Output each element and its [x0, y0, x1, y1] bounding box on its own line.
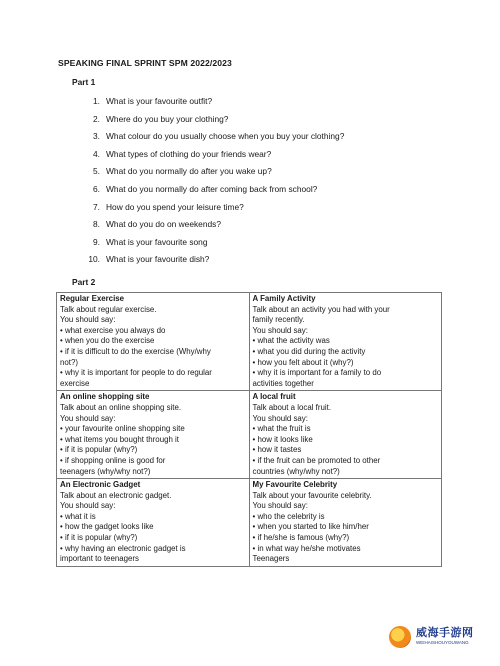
topic-card-title: A local fruit [252, 392, 296, 402]
topic-card-title: An online shopping site [60, 392, 150, 402]
topic-card-line: You should say: [252, 325, 308, 335]
question-item [84, 149, 344, 167]
topic-card-line: • when you started to like him/her [252, 522, 369, 532]
topic-card [57, 479, 250, 567]
topic-card [249, 479, 442, 567]
topic-card-line: Talk about an online shopping site. [60, 402, 182, 412]
topic-card-title: Regular Exercise [60, 294, 125, 303]
question-item [84, 96, 344, 114]
topic-card-line: • who the celebrity is [252, 511, 325, 521]
question-item [84, 166, 344, 184]
question-number: 2. [93, 113, 100, 124]
question-text: What colour do you usually choose when you buy your clothing? [106, 131, 345, 142]
topic-card [57, 293, 250, 391]
table-row [57, 391, 442, 479]
question-text: Where do you buy your clothing? [106, 113, 229, 124]
topic-card-line: • in what way he/she motivates [252, 543, 361, 553]
watermark-logo-icon [388, 625, 412, 649]
topic-card-line: • what you did during the activity [252, 346, 366, 356]
watermark-subtext: WEIHAISHOUYOUWANG [416, 640, 469, 646]
topic-card-line: • how you felt about it (why?) [252, 357, 354, 367]
topic-card-line: • how it tastes [252, 445, 302, 455]
part2-topic-table [56, 292, 442, 567]
topic-card-line: You should say: [252, 501, 308, 511]
question-number: 5. [93, 166, 100, 177]
topic-card-line: You should say: [60, 315, 116, 325]
topic-card-line: • why it is important for a family to do [252, 368, 382, 378]
topic-card-line: • what items you bought through it [60, 434, 179, 444]
table-row [57, 293, 442, 391]
topic-card-line: family recently. [252, 315, 305, 325]
topic-card [249, 391, 442, 479]
question-text: What is your favourite song [106, 236, 208, 247]
question-item [84, 114, 344, 132]
question-number: 3. [93, 131, 100, 142]
topic-card-line: activities together [252, 378, 314, 388]
topic-card-line: • when you do the exercise [60, 336, 155, 346]
topic-card-title: A Family Activity [252, 294, 316, 303]
topic-card-line: You should say: [252, 413, 308, 423]
topic-card-line: exercise [60, 378, 90, 388]
topic-card-line: You should say: [60, 501, 116, 511]
question-number: 9. [93, 236, 100, 247]
topic-card [249, 293, 442, 391]
topic-card-line: • what it is [60, 511, 96, 521]
question-text: What types of clothing do your friends wear? [106, 148, 272, 159]
topic-card-line: • what the fruit is [252, 424, 311, 434]
question-text: What do you normally do after you wake up? [106, 166, 272, 177]
topic-card-line: • what exercise you always do [60, 325, 166, 335]
question-number: 10. [88, 254, 100, 265]
topic-card-line: important to teenagers [60, 554, 139, 564]
watermark [388, 620, 478, 654]
question-text: What do you normally do after coming back from school? [106, 183, 318, 194]
topic-card-line: • what the activity was [252, 336, 330, 346]
topic-card-line: Teenagers [252, 554, 290, 564]
question-text: What do you do on weekends? [106, 219, 222, 230]
topic-card-line: • if it is popular (why?) [60, 445, 138, 455]
question-text: What is your favourite outfit? [106, 96, 213, 106]
watermark-text: 威海手游网 [416, 627, 474, 640]
topic-card-title: An Electronic Gadget [60, 480, 141, 490]
topic-card-line: not?) [60, 357, 78, 367]
document-title: SPEAKING FINAL SPRINT SPM 2022/2023 [58, 58, 232, 68]
topic-card-line: • if he/she is famous (why?) [252, 533, 350, 543]
topic-card-line: Talk about an activity you had with your [252, 304, 390, 314]
topic-card-line: • why it is important for people to do regular [60, 368, 212, 378]
question-number: 6. [93, 183, 100, 194]
question-item [84, 219, 344, 237]
topic-card-line: • if the fruit can be promoted to other [252, 455, 381, 465]
question-number: 8. [93, 219, 100, 230]
topic-card-line: Talk about regular exercise. [60, 304, 157, 314]
question-number: 1. [93, 96, 100, 106]
question-item [84, 131, 344, 149]
question-item [84, 202, 344, 220]
topic-card-line: countries (why/why not?) [252, 466, 340, 476]
topic-card [57, 391, 250, 479]
topic-card-line: • if it is popular (why?) [60, 533, 138, 543]
part2-heading: Part 2 [72, 277, 96, 287]
topic-card-line: Talk about an electronic gadget. [60, 490, 172, 500]
question-item [84, 184, 344, 202]
topic-card-line: • how the gadget looks like [60, 522, 154, 532]
table-row [57, 479, 442, 567]
question-number: 4. [93, 148, 100, 159]
question-item [84, 237, 344, 255]
topic-card-line: • why having an electronic gadget is [60, 543, 186, 553]
topic-card-line: Talk about your favourite celebrity. [252, 490, 372, 500]
topic-card-line: teenagers (why/why not?) [60, 466, 151, 476]
topic-card-line: You should say: [60, 413, 116, 423]
question-number: 7. [93, 201, 100, 212]
topic-card-title: My Favourite Celebrity [252, 480, 338, 490]
question-text: How do you spend your leisure time? [106, 201, 244, 212]
topic-card-line: • your favourite online shopping site [60, 424, 185, 434]
topic-card-line: Talk about a local fruit. [252, 402, 332, 412]
part1-question-list [84, 96, 344, 272]
topic-card-line: • if shopping online is good for [60, 455, 166, 465]
topic-card-line: • how it looks like [252, 434, 313, 444]
question-text: What is your favourite dish? [106, 254, 210, 265]
topic-card-line: • if it is difficult to do the exercise (Why/why [60, 346, 211, 356]
part1-heading: Part 1 [72, 77, 96, 87]
question-item [84, 254, 344, 272]
